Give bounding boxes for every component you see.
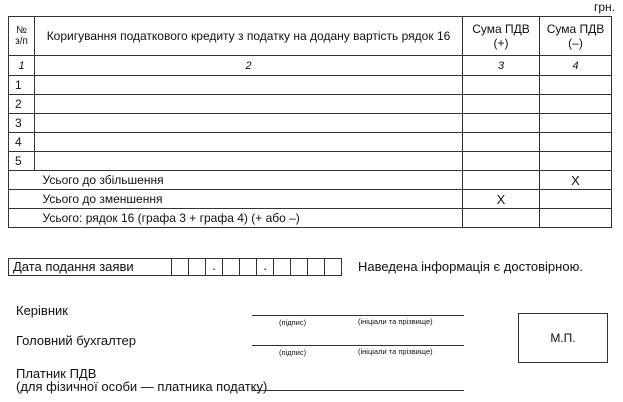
date-cell: . bbox=[257, 259, 274, 275]
date-cell[interactable] bbox=[189, 259, 206, 275]
table-row bbox=[9, 76, 612, 95]
currency-label: грн. bbox=[594, 0, 616, 14]
summary-row-total bbox=[9, 209, 612, 228]
row-number: 5 bbox=[9, 152, 35, 171]
minus-cell[interactable] bbox=[540, 114, 612, 133]
plus-cell[interactable] bbox=[463, 76, 540, 95]
director-label: Керівник bbox=[16, 303, 68, 318]
summary-row-decrease bbox=[9, 190, 612, 209]
description-cell[interactable] bbox=[35, 95, 463, 114]
header-description: Коригування податкового кредиту з податку на додану вартість рядок 16 bbox=[35, 17, 463, 56]
summary-label: Усього до зменшення bbox=[35, 190, 463, 209]
table-row bbox=[9, 114, 612, 133]
summary-plus[interactable] bbox=[463, 209, 540, 228]
signature-caption: (підпис) bbox=[279, 318, 307, 327]
table-row bbox=[9, 133, 612, 152]
table-header-row bbox=[9, 17, 612, 56]
minus-cell[interactable] bbox=[540, 152, 612, 171]
payer-signature-line[interactable] bbox=[252, 390, 464, 391]
date-cell[interactable] bbox=[223, 259, 240, 275]
summary-plus[interactable]: X bbox=[463, 190, 540, 209]
plus-cell[interactable] bbox=[463, 152, 540, 171]
minus-cell[interactable] bbox=[540, 133, 612, 152]
plus-cell[interactable] bbox=[463, 133, 540, 152]
name-caption: (ініціали та прізвище) bbox=[358, 317, 433, 326]
date-label: Дата подання заяви bbox=[9, 259, 172, 275]
confirmation-text: Наведена інформація є достовірною. bbox=[358, 259, 583, 274]
description-cell[interactable] bbox=[35, 152, 463, 171]
header-minus: Сума ПДВ (–) bbox=[540, 17, 612, 56]
summary-spacer bbox=[9, 209, 35, 228]
row-number: 2 bbox=[9, 95, 35, 114]
summary-spacer bbox=[9, 190, 35, 209]
header-plus: Сума ПДВ (+) bbox=[463, 17, 540, 56]
chief-accountant-label: Головний бухгалтер bbox=[16, 333, 136, 348]
signature-caption: (підпис) bbox=[279, 348, 307, 357]
date-cell[interactable] bbox=[172, 259, 189, 275]
column-index: 1 bbox=[9, 56, 35, 76]
name-caption: (ініціали та прізвище) bbox=[358, 347, 433, 356]
description-cell[interactable] bbox=[35, 76, 463, 95]
row-number: 4 bbox=[9, 133, 35, 152]
row-number: 1 bbox=[9, 76, 35, 95]
table-row bbox=[9, 152, 612, 171]
director-signature-line[interactable] bbox=[252, 315, 464, 316]
date-cell[interactable] bbox=[274, 259, 291, 275]
column-index-row bbox=[9, 56, 612, 76]
vat-correction-table bbox=[8, 16, 612, 228]
summary-row-increase bbox=[9, 171, 612, 190]
chief-accountant-signature-line[interactable] bbox=[252, 345, 464, 346]
summary-label: Усього до збільшення bbox=[35, 171, 463, 190]
date-cell: . bbox=[206, 259, 223, 275]
plus-cell[interactable] bbox=[463, 114, 540, 133]
summary-minus[interactable] bbox=[540, 190, 612, 209]
column-index: 4 bbox=[540, 56, 612, 76]
header-no: № з/п bbox=[9, 17, 35, 56]
date-cell[interactable] bbox=[291, 259, 308, 275]
table-row bbox=[9, 95, 612, 114]
date-cell[interactable] bbox=[325, 259, 341, 275]
submission-date-field bbox=[8, 258, 342, 276]
payer-label: Платник ПДВ bbox=[16, 366, 97, 381]
summary-plus[interactable] bbox=[463, 171, 540, 190]
column-index: 2 bbox=[35, 56, 463, 76]
minus-cell[interactable] bbox=[540, 76, 612, 95]
row-number: 3 bbox=[9, 114, 35, 133]
summary-spacer bbox=[9, 171, 35, 190]
date-cell[interactable] bbox=[308, 259, 325, 275]
payer-sublabel: (для фізичної особи — платника податку) bbox=[16, 379, 268, 394]
description-cell[interactable] bbox=[35, 133, 463, 152]
summary-label: Усього: рядок 16 (графа 3 + графа 4) (+ або –) bbox=[35, 209, 463, 228]
summary-minus[interactable] bbox=[540, 209, 612, 228]
description-cell[interactable] bbox=[35, 114, 463, 133]
summary-minus[interactable]: X bbox=[540, 171, 612, 190]
stamp-box: М.П. bbox=[518, 313, 608, 363]
plus-cell[interactable] bbox=[463, 95, 540, 114]
column-index: 3 bbox=[463, 56, 540, 76]
date-cell[interactable] bbox=[240, 259, 257, 275]
minus-cell[interactable] bbox=[540, 95, 612, 114]
